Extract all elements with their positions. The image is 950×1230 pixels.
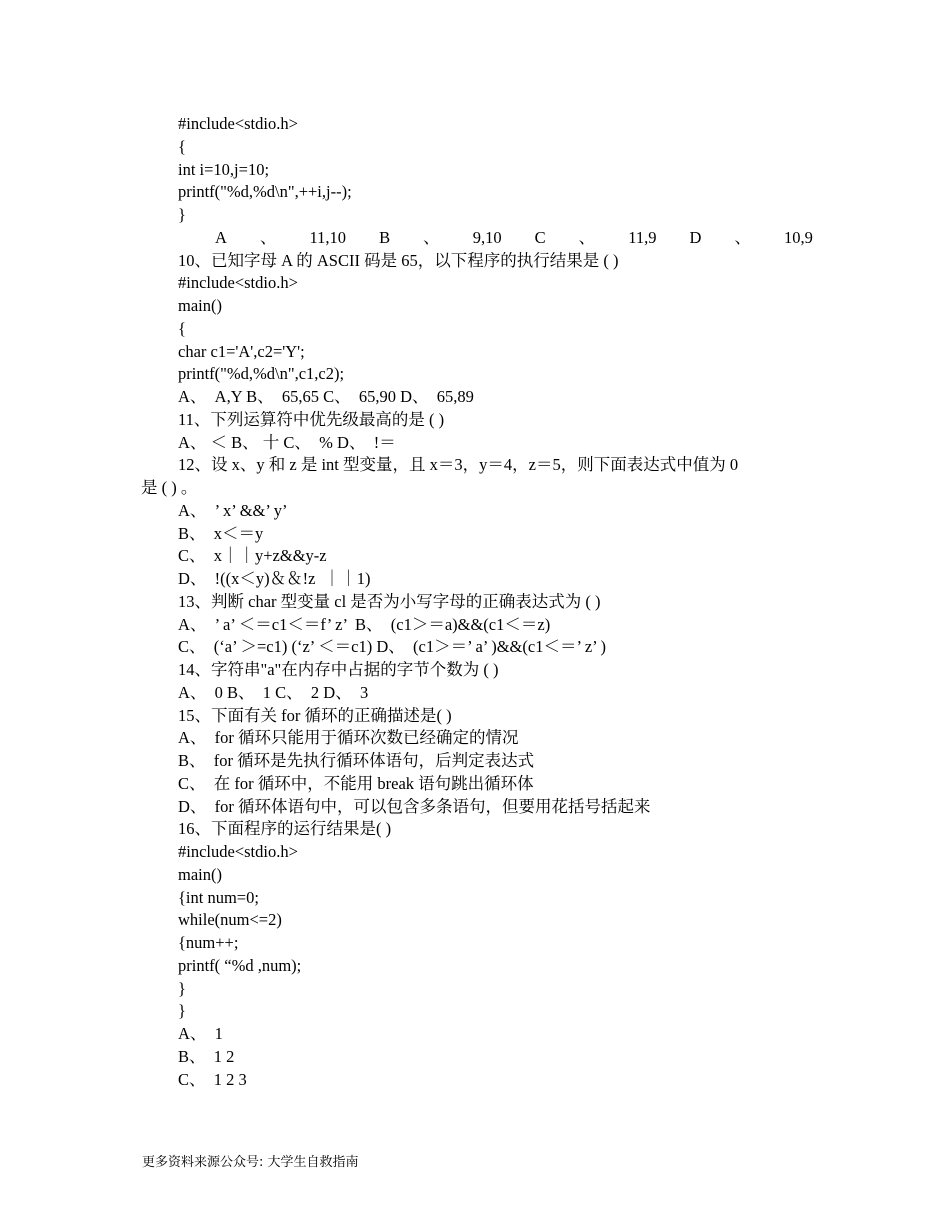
text-line: char c1='A',c2='Y'; bbox=[178, 341, 305, 361]
question-12-continued: 是 ( ) 。 bbox=[141, 478, 198, 497]
answer-options: A、 A,Y B、 65,65 C、 65,90 D、 65,89 bbox=[178, 387, 474, 406]
text-line: while(num<=2) bbox=[178, 910, 282, 930]
answer-options: A、 0 B、 1 C、 2 D、 3 bbox=[178, 682, 369, 702]
option-token: 11,10 bbox=[309, 227, 347, 247]
answer-option: A、 ’ x’ &&’ y’ bbox=[178, 500, 288, 520]
question-12: 12、设 x、y 和 z 是 int 型变量，且 x＝3，y＝4，z＝5，则下面表达式中值为 0 bbox=[178, 455, 739, 475]
option-token: 9,10 bbox=[472, 227, 502, 247]
answer-option: B、 for 循环是先执行循环体语句，后判定表达式 bbox=[178, 751, 535, 770]
option-token: 11,9 bbox=[628, 227, 657, 247]
text-line: } bbox=[178, 205, 186, 224]
answer-options: A、 ’ a’ ＜＝c1＜＝f’ z’ B、 (c1＞＝a)&&(c1＜＝z) bbox=[178, 614, 551, 634]
question-11: 11、下列运算符中优先级最高的是 ( ) bbox=[178, 409, 445, 429]
text-line: main() bbox=[178, 864, 222, 884]
answer-options: A、 ＜ B、 十 C、 % D、 !＝ bbox=[178, 432, 396, 452]
option-token: 、 bbox=[578, 227, 596, 247]
option-token: 、 bbox=[423, 227, 440, 247]
page-footer: 更多资料来源公众号: 大学生自救指南 bbox=[142, 1155, 359, 1170]
option-token: 、 bbox=[734, 227, 751, 247]
text-line: printf("%d,%d\n",++i,j--); bbox=[178, 182, 352, 202]
text-line: { bbox=[178, 318, 186, 338]
text-line: } bbox=[178, 1001, 186, 1021]
text-line: } bbox=[178, 978, 186, 998]
option-token: 、 bbox=[259, 227, 277, 247]
answer-options-justified bbox=[178, 227, 813, 250]
option-token: 10,9 bbox=[784, 227, 813, 247]
question-13: 13、判断 char 型变量 cl 是否为小写字母的正确表达式为 ( ) bbox=[178, 591, 601, 611]
answer-option: C、 1 2 3 bbox=[178, 1069, 247, 1089]
text-line: #include<stdio.h> bbox=[178, 114, 298, 133]
option-token: A bbox=[215, 227, 227, 247]
answer-option: A、 1 bbox=[178, 1024, 223, 1043]
text-line: main() bbox=[178, 296, 222, 315]
question-10: 10、已知字母 A 的 ASCII 码是 65，以下程序的执行结果是 ( ) bbox=[178, 250, 619, 270]
text-line: printf("%d,%d\n",c1,c2); bbox=[178, 364, 345, 384]
answer-option: C、 x｜｜y+z&&y-z bbox=[178, 546, 327, 566]
text-line: { bbox=[178, 136, 186, 156]
answer-options: C、 (‘a’ ＞=c1) (‘z’ ＜＝c1) D、 (c1＞＝’ a’ )&&(c1＜＝’ z’ ) bbox=[178, 637, 607, 657]
option-token: D bbox=[689, 227, 702, 247]
text-line: {num++; bbox=[178, 933, 239, 952]
answer-option: D、 !((x＜y)＆＆!z ｜｜1) bbox=[178, 569, 371, 588]
text-line: {int num=0; bbox=[178, 887, 259, 907]
text-line: printf( “%d ,num); bbox=[178, 955, 302, 975]
answer-option: C、 在 for 循环中，不能用 break 语句跳出循环体 bbox=[178, 773, 534, 793]
question-15: 15、下面有关 for 循环的正确描述是( ) bbox=[178, 705, 452, 725]
text-line: #include<stdio.h> bbox=[178, 842, 298, 861]
question-14: 14、字符串"a"在内存中占据的字节个数为 ( ) bbox=[178, 660, 499, 679]
answer-option: B、 1 2 bbox=[178, 1046, 235, 1066]
answer-option: B、 x＜＝y bbox=[178, 523, 264, 543]
question-16: 16、下面程序的运行结果是( ) bbox=[178, 819, 392, 839]
option-token: B bbox=[379, 227, 391, 247]
text-line: #include<stdio.h> bbox=[178, 273, 298, 293]
answer-option: A、 for 循环只能用于循环次数已经确定的情况 bbox=[178, 728, 519, 748]
answer-option: D、 for 循环体语句中，可以包含多条语句，但要用花括号括起来 bbox=[178, 796, 651, 816]
option-token: C bbox=[534, 227, 546, 247]
document-body bbox=[141, 113, 813, 1091]
text-line: int i=10,j=10; bbox=[178, 159, 270, 179]
